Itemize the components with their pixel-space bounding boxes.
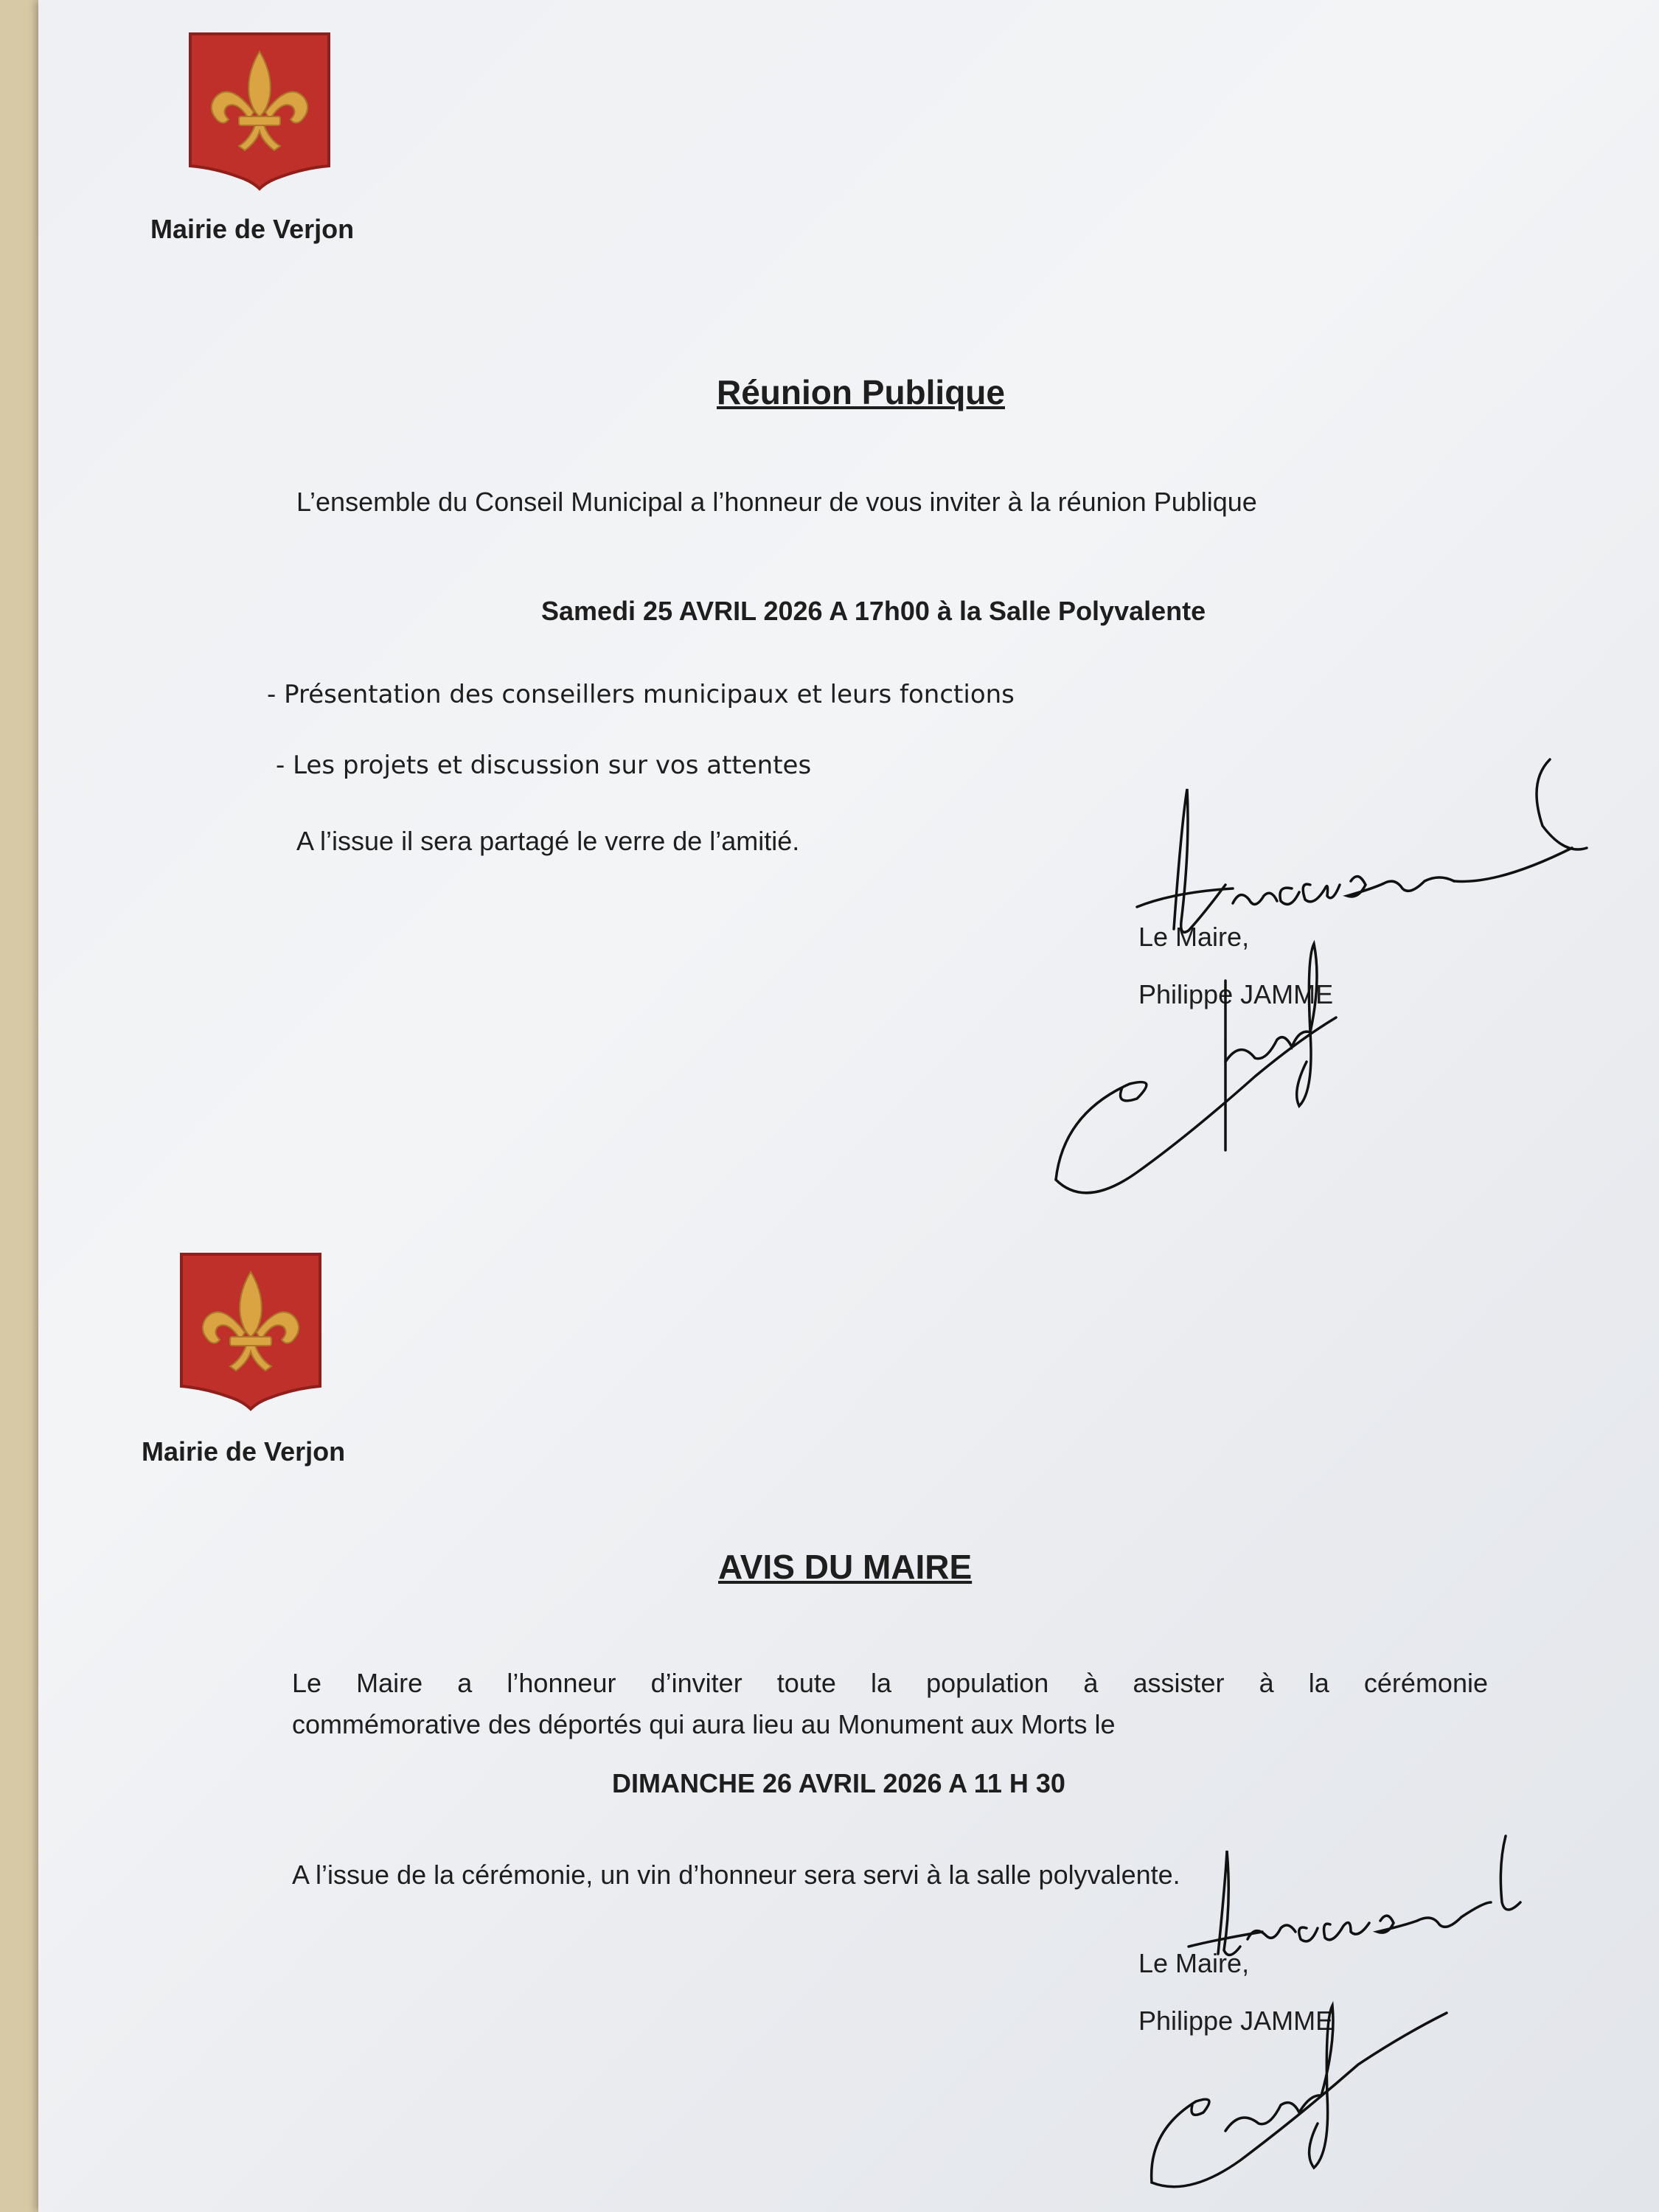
intro-text: Le Maire a l’honneur d’inviter toute la population à assister à la cérémonie <box>292 1668 1488 1698</box>
signatory-name: Philippe JAMME <box>1138 979 1334 1009</box>
intro-text: L’ensemble du Conseil Municipal a l’honneur de vous inviter à la réunion Publique <box>296 487 1257 517</box>
crest-icon <box>186 29 333 192</box>
page-title: Réunion Publique <box>717 373 1005 411</box>
event-date: Samedi 25 AVRIL 2026 A 17h00 à la Salle Polyvalente <box>541 596 1206 626</box>
agenda-item: - Présentation des conseillers municipaux et leurs fonctions <box>267 680 1015 709</box>
signatory-name: Philippe JAMME <box>1138 2006 1334 2036</box>
mairie-label: Mairie de Verjon <box>142 1436 346 1467</box>
paper-sheet <box>38 0 1659 2212</box>
closing-text: A l’issue de la cérémonie, un vin d’honneur sera servi à la salle polyvalente. <box>292 1860 1180 1890</box>
signatory-role: Le Maire, <box>1138 922 1250 952</box>
agenda-item: - Les projets et discussion sur vos attentes <box>276 751 812 780</box>
handwritten-signature <box>1137 1821 1653 2205</box>
handwritten-signature <box>1056 737 1659 1217</box>
intro-text-line2: commémorative des déportés qui aura lieu au Monument aux Morts le <box>292 1709 1116 1739</box>
page-title: AVIS DU MAIRE <box>718 1548 973 1586</box>
mairie-label: Mairie de Verjon <box>150 214 355 244</box>
crest-icon <box>177 1250 324 1412</box>
event-date: DIMANCHE 26 AVRIL 2026 A 11 H 30 <box>612 1768 1065 1798</box>
closing-text: A l’issue il sera partagé le verre de l’amitié. <box>296 826 800 856</box>
signatory-role: Le Maire, <box>1138 1948 1250 1978</box>
